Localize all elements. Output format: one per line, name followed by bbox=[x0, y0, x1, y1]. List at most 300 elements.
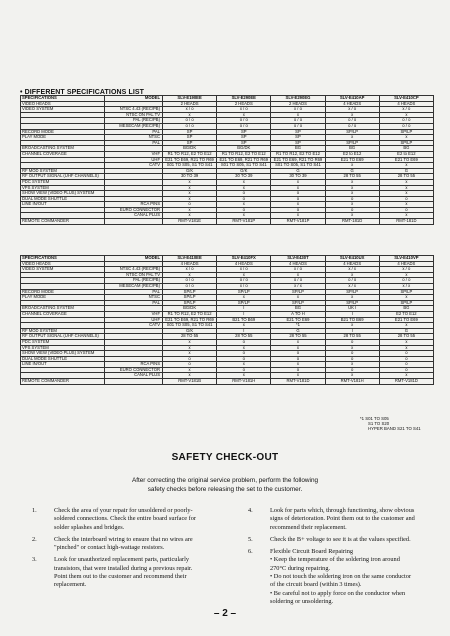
value-cell: SP bbox=[163, 140, 217, 146]
value-cell: E21 TO E69 bbox=[379, 157, 433, 163]
feature-cell: VPS SYSTEM bbox=[21, 345, 105, 351]
value-cell: o bbox=[217, 351, 271, 357]
value-cell: UK I bbox=[325, 306, 379, 312]
value-cell: x bbox=[163, 213, 217, 219]
feature-cell: PLAY MODE bbox=[21, 295, 105, 301]
value-cell: o / o bbox=[217, 278, 271, 284]
value-cell: E21 TO E69 bbox=[325, 157, 379, 163]
value-cell: G bbox=[379, 168, 433, 174]
value-cell: BG bbox=[379, 306, 433, 312]
value-cell: SP bbox=[217, 129, 271, 135]
value-cell: o bbox=[379, 362, 433, 368]
feature-cell: RECORD MODE bbox=[21, 289, 105, 295]
subfeature-cell: PAL (REC/PB) bbox=[105, 278, 163, 284]
feature-cell: RECORD MODE bbox=[21, 129, 105, 135]
bullet-line: • Keep the temperature of the soldering iron around 270°C during repairing. bbox=[270, 556, 400, 572]
subfeature-cell: NTSC ON PAL TV bbox=[105, 272, 163, 278]
value-cell: x bbox=[217, 323, 271, 329]
value-cell: SLV-E410UX bbox=[325, 256, 379, 262]
safety-intro bbox=[0, 476, 450, 494]
value-cell: o / o bbox=[163, 123, 217, 129]
value-cell: o bbox=[163, 356, 217, 362]
value-cell: o bbox=[325, 356, 379, 362]
footnote-line: S1 TO S20 bbox=[368, 421, 390, 426]
value-cell: x bbox=[217, 345, 271, 351]
value-cell: 4 HEADS bbox=[379, 261, 433, 267]
value-cell: I bbox=[325, 328, 379, 334]
item-text: Check the area of your repair for unsoldered or poorly-soldered connections. Check the entire board surface for solder splashes and bridges. bbox=[54, 507, 196, 531]
value-cell: R1 TO R12, E2 TO E12 bbox=[217, 151, 271, 157]
value-cell: SP/LP bbox=[325, 129, 379, 135]
subfeature-cell: MODEL bbox=[105, 96, 163, 102]
footnote-line: HYPER BAND S21 TO S41 bbox=[368, 426, 421, 431]
value-cell: SP/LP bbox=[271, 289, 325, 295]
value-cell: x bbox=[379, 179, 433, 185]
value-cell: BG/DK bbox=[163, 306, 217, 312]
value-cell: x / o bbox=[163, 267, 217, 273]
subfeature-cell: NTSC 4.43 (REC/PB) bbox=[105, 107, 163, 113]
subfeature-cell: CANAL PLUS bbox=[105, 213, 163, 219]
feature-cell: VIDEO SYSTEM bbox=[21, 267, 105, 273]
value-cell: SLV-E290EG bbox=[271, 96, 325, 102]
item-number: 6. bbox=[248, 548, 253, 556]
value-cell: 28 TO 55 bbox=[163, 334, 217, 340]
value-cell: x bbox=[379, 295, 433, 301]
value-cell: SP/LP bbox=[379, 300, 433, 306]
value-cell: x bbox=[163, 345, 217, 351]
value-cell: G bbox=[271, 168, 325, 174]
item-number: 5. bbox=[248, 535, 253, 543]
value-cell: SP/LP bbox=[379, 129, 433, 135]
value-cell: BG/DK bbox=[217, 146, 271, 152]
feature-cell: SHOW VIEW (VIDEO PLUS) SYSTEM bbox=[21, 191, 105, 197]
value-cell: x / x bbox=[325, 267, 379, 273]
value-cell: o / o bbox=[163, 278, 217, 284]
subfeature-cell: CANAL PLUS bbox=[105, 373, 163, 379]
feature-cell: PLAY MODE bbox=[21, 135, 105, 141]
subfeature-cell: VHF bbox=[105, 151, 163, 157]
value-cell: x / x bbox=[325, 283, 379, 289]
value-cell: x bbox=[379, 112, 433, 118]
value-cell: 2 HEADS bbox=[217, 101, 271, 107]
subfeature-cell: NTSC bbox=[105, 295, 163, 301]
value-cell: o bbox=[271, 191, 325, 197]
feature-cell: RF MOD SYSTEM bbox=[21, 328, 105, 334]
item-text: Look for unauthorized replacement parts, particularly transistors, that were installed during a previous repair. Point them out to the customer and recommend their replacement. bbox=[54, 556, 193, 589]
value-cell: x bbox=[325, 135, 379, 141]
value-cell: BG bbox=[379, 146, 433, 152]
value-cell: x bbox=[325, 362, 379, 368]
value-cell: o bbox=[379, 367, 433, 373]
value-cell: B21 TO B69 bbox=[325, 317, 379, 323]
checklist-item bbox=[248, 536, 416, 544]
value-cell: o / o bbox=[325, 118, 379, 124]
subfeature-cell: RCA PINS bbox=[105, 362, 163, 368]
value-cell: RMT-V181P bbox=[217, 219, 271, 225]
value-cell: x bbox=[163, 272, 217, 278]
value-cell: R1 TO R12, E2 TO E12 bbox=[163, 311, 217, 317]
value-cell: o bbox=[217, 196, 271, 202]
item-text: Look for parts which, through functioning, show obvious signs of deterioration. Point them out to the customer and recommend their replacement. bbox=[270, 507, 415, 531]
value-cell: x bbox=[271, 213, 325, 219]
table-row bbox=[21, 379, 434, 385]
value-cell: x bbox=[271, 112, 325, 118]
value-cell: o / o bbox=[163, 283, 217, 289]
value-cell: x bbox=[163, 373, 217, 379]
value-cell: x bbox=[217, 373, 271, 379]
value-cell: SP bbox=[271, 140, 325, 146]
value-cell: RMT-181D bbox=[325, 219, 379, 225]
value-cell: o bbox=[379, 196, 433, 202]
value-cell: x bbox=[325, 185, 379, 191]
item-text: Check the B+ voltage to see it is at the values specified. bbox=[270, 535, 411, 543]
value-cell: x bbox=[163, 196, 217, 202]
feature-cell: LINE IN/OUT bbox=[21, 202, 105, 208]
value-cell: 30 TO 39 bbox=[271, 174, 325, 180]
item-text: Check the interboard wiring to ensure that no wires are "pinched" or contact high-wattage resistors. bbox=[54, 535, 193, 552]
page-number: – 2 – bbox=[213, 608, 237, 619]
value-cell: x bbox=[163, 351, 217, 357]
value-cell: 4 HEADS bbox=[271, 261, 325, 267]
value-cell: x bbox=[163, 191, 217, 197]
value-cell: x bbox=[325, 345, 379, 351]
value-cell: x / o bbox=[271, 107, 325, 113]
value-cell: x / x bbox=[379, 283, 433, 289]
value-cell: x bbox=[271, 185, 325, 191]
value-cell: I bbox=[217, 328, 271, 334]
value-cell: SP bbox=[271, 129, 325, 135]
value-cell: 2 HEADS bbox=[163, 101, 217, 107]
value-cell: 28 TO 55 bbox=[379, 174, 433, 180]
subfeature-cell: PAL bbox=[105, 129, 163, 135]
value-cell: x bbox=[217, 202, 271, 208]
value-cell: SP/LP bbox=[163, 289, 217, 295]
subfeature-cell: PAL bbox=[105, 140, 163, 146]
feature-cell: VIDEO HEADS bbox=[21, 101, 105, 107]
value-cell: RMT-V181D bbox=[271, 379, 325, 385]
value-cell: x / o bbox=[217, 267, 271, 273]
value-cell: x bbox=[379, 213, 433, 219]
value-cell: x bbox=[217, 185, 271, 191]
subfeature-cell: RCA PINS bbox=[105, 202, 163, 208]
value-cell: o bbox=[163, 362, 217, 368]
value-cell: SP/LP bbox=[163, 300, 217, 306]
value-cell: x / o bbox=[271, 267, 325, 273]
feature-cell: LINE IN/OUT bbox=[21, 362, 105, 368]
value-cell: SP bbox=[217, 140, 271, 146]
value-cell: BG/DK bbox=[163, 146, 217, 152]
value-cell: x bbox=[325, 112, 379, 118]
value-cell: RMT-181D bbox=[379, 219, 433, 225]
value-cell: G bbox=[325, 168, 379, 174]
value-cell: x bbox=[163, 185, 217, 191]
value-cell: o bbox=[217, 191, 271, 197]
feature-cell: BROADCASTING SYSTEM bbox=[21, 146, 105, 152]
feature-cell: DUAL MODE SHUTTLE bbox=[21, 356, 105, 362]
value-cell: BG bbox=[271, 146, 325, 152]
value-cell: S01 TO S05, S1 TO S41 bbox=[163, 163, 217, 169]
value-cell: o bbox=[379, 207, 433, 213]
feature-cell: DUAL MODE SHUTTLE bbox=[21, 196, 105, 202]
value-cell: 2 HEADS bbox=[271, 101, 325, 107]
value-cell: x bbox=[217, 112, 271, 118]
subfeature-cell: UHF bbox=[105, 317, 163, 323]
checklist-item bbox=[248, 507, 416, 532]
value-cell: 4 HEADS bbox=[379, 101, 433, 107]
value-cell: E21 TO E69 bbox=[379, 317, 433, 323]
value-cell: o bbox=[271, 207, 325, 213]
value-cell: E21 TO E69, R21 TO R69 bbox=[271, 157, 325, 163]
value-cell: o / o bbox=[271, 118, 325, 124]
value-cell: x / x bbox=[271, 283, 325, 289]
value-cell: x / o bbox=[379, 107, 433, 113]
value-cell: o / o bbox=[217, 123, 271, 129]
checklist-item bbox=[32, 556, 200, 589]
value-cell: o bbox=[325, 196, 379, 202]
value-cell: x / o bbox=[325, 107, 379, 113]
subfeature-cell: VHF bbox=[105, 311, 163, 317]
value-cell: o bbox=[271, 351, 325, 357]
item-number: 2. bbox=[32, 535, 37, 543]
value-cell: o bbox=[325, 207, 379, 213]
feature-cell: SHOW VIEW (VIDEO PLUS) SYSTEM bbox=[21, 351, 105, 357]
value-cell: 28 TO 55 bbox=[325, 174, 379, 180]
value-cell: x / o bbox=[379, 267, 433, 273]
value-cell: RMT-V181P bbox=[271, 219, 325, 225]
feature-cell: REMOTE COMMANDER bbox=[21, 379, 105, 385]
value-cell: o bbox=[379, 356, 433, 362]
value-cell: B21 TO B69 bbox=[217, 317, 271, 323]
value-cell: SP/LP bbox=[325, 140, 379, 146]
feature-cell: VIDEO SYSTEM bbox=[21, 107, 105, 113]
value-cell: SP/LP bbox=[379, 289, 433, 295]
value-cell: 30 TO 39 bbox=[217, 174, 271, 180]
value-cell: o / o bbox=[217, 118, 271, 124]
value-cell: BG bbox=[325, 146, 379, 152]
value-cell: x bbox=[379, 191, 433, 197]
item-number: 4. bbox=[248, 507, 253, 514]
subfeature-cell: PAL bbox=[105, 289, 163, 295]
value-cell: x bbox=[325, 213, 379, 219]
feature-cell: SPECIFICATIONS bbox=[21, 256, 105, 262]
value-cell: E2 to E12 bbox=[325, 151, 379, 157]
value-cell: o bbox=[163, 202, 217, 208]
value-cell: 4 HEADS bbox=[163, 261, 217, 267]
value-cell: x bbox=[271, 339, 325, 345]
subfeature-cell bbox=[105, 219, 163, 225]
value-cell: G bbox=[271, 328, 325, 334]
value-cell: o bbox=[325, 351, 379, 357]
subfeature-cell: MESECAM (REC/PB) bbox=[105, 123, 163, 129]
value-cell: E2 TO E12 bbox=[379, 311, 433, 317]
value-cell: x bbox=[217, 362, 271, 368]
value-cell: 28 TO 55 bbox=[217, 334, 271, 340]
value-cell: o / o bbox=[379, 278, 433, 284]
subfeature-cell: NTSC bbox=[105, 135, 163, 141]
bullet-line: • Be careful not to apply force on the conductor when soldering or unsoldering. bbox=[270, 589, 406, 605]
value-cell: SLV-E410EE bbox=[163, 256, 217, 262]
value-cell: 4 HEADS bbox=[325, 261, 379, 267]
feature-cell: PDC SYSTEM bbox=[21, 179, 105, 185]
value-cell: E21 TO E69, R21 TO R69 bbox=[217, 157, 271, 163]
value-cell: x / o bbox=[217, 283, 271, 289]
specifications-list-heading: • DIFFERENT SPECIFICATIONS LIST bbox=[20, 89, 145, 96]
value-cell: x bbox=[217, 179, 271, 185]
value-cell: x bbox=[379, 345, 433, 351]
value-cell: SP bbox=[163, 129, 217, 135]
value-cell: G/K bbox=[217, 168, 271, 174]
value-cell: SP/LP bbox=[217, 289, 271, 295]
subfeature-cell: CATV bbox=[105, 323, 163, 329]
value-cell: o / o bbox=[379, 123, 433, 129]
value-cell: SP/LP bbox=[379, 140, 433, 146]
value-cell: RMT-V181E bbox=[163, 219, 217, 225]
item-text: Flexible Circuit Board Repairing bbox=[270, 548, 354, 556]
safety-intro-line: After correcting the original service problem, perform the following bbox=[131, 477, 319, 484]
value-cell: x bbox=[271, 345, 325, 351]
value-cell: x bbox=[271, 362, 325, 368]
value-cell: x bbox=[325, 272, 379, 278]
feature-cell: RF OUTPUT SIGNAL (UHF CHANNELS) bbox=[21, 174, 105, 180]
value-cell: x bbox=[325, 191, 379, 197]
value-cell: 30 TO 39 bbox=[163, 174, 217, 180]
value-cell: x bbox=[163, 207, 217, 213]
feature-cell: VIDEO HEADS bbox=[21, 261, 105, 267]
value-cell: x bbox=[217, 213, 271, 219]
value-cell: SLV-E410FX bbox=[217, 256, 271, 262]
value-cell: o / o bbox=[325, 123, 379, 129]
feature-cell: CHANNEL COVERAGE bbox=[21, 311, 105, 317]
value-cell: I bbox=[325, 311, 379, 317]
value-cell: 28 TO 55 bbox=[271, 334, 325, 340]
subfeature-cell: EURO CONNECTOR bbox=[105, 367, 163, 373]
value-cell: o / o bbox=[379, 118, 433, 124]
value-cell: SLV-E430T bbox=[271, 256, 325, 262]
value-cell: o bbox=[325, 367, 379, 373]
subfeature-cell bbox=[105, 379, 163, 385]
value-cell: G bbox=[379, 328, 433, 334]
value-cell: R1 TO R12, E2 TO E12 bbox=[163, 151, 217, 157]
value-cell: 28 TO 55 bbox=[379, 334, 433, 340]
footnote-line: *1 S01 TO S05 bbox=[360, 416, 389, 421]
value-cell: x bbox=[271, 272, 325, 278]
value-cell: S01 TO S05, S1 TO S41 bbox=[271, 163, 325, 169]
value-cell: x / o bbox=[163, 107, 217, 113]
value-cell: x bbox=[325, 163, 379, 169]
value-cell: SP bbox=[163, 135, 217, 141]
feature-cell: BROADCASTING SYSTEM bbox=[21, 306, 105, 312]
subfeature-cell: UHF bbox=[105, 157, 163, 163]
value-cell: x bbox=[325, 373, 379, 379]
value-cell: x bbox=[271, 295, 325, 301]
value-cell: x bbox=[271, 179, 325, 185]
feature-cell: CHANNEL COVERAGE bbox=[21, 151, 105, 157]
value-cell: o bbox=[217, 367, 271, 373]
subfeature-cell: NTSC ON PAL TV bbox=[105, 112, 163, 118]
value-cell: x bbox=[379, 373, 433, 379]
safety-checkout-title: SAFETY CHECK-OUT bbox=[171, 452, 279, 463]
value-cell: I bbox=[217, 306, 271, 312]
value-cell: o / o bbox=[163, 118, 217, 124]
value-cell: 4 HEADS bbox=[325, 101, 379, 107]
value-cell: SLV-E410VP bbox=[379, 256, 433, 262]
value-cell: o / o bbox=[271, 123, 325, 129]
table-row bbox=[21, 219, 434, 225]
value-cell: RMT-V181H bbox=[217, 379, 271, 385]
subfeature-cell: PAL bbox=[105, 300, 163, 306]
value-cell: SP/LP bbox=[217, 300, 271, 306]
value-cell: E21 TO E69, R21 TO R69 bbox=[163, 317, 217, 323]
value-cell: o bbox=[271, 367, 325, 373]
value-cell: x bbox=[217, 295, 271, 301]
value-cell: 28 TO 55 bbox=[325, 334, 379, 340]
value-cell: o bbox=[217, 356, 271, 362]
safety-intro-line: safety checks before releasing the set to the customer. bbox=[147, 486, 303, 493]
subfeature-cell: CATV bbox=[105, 163, 163, 169]
value-cell: x bbox=[271, 373, 325, 379]
value-cell: *1 bbox=[271, 323, 325, 329]
feature-cell: PDC SYSTEM bbox=[21, 339, 105, 345]
value-cell: x bbox=[163, 179, 217, 185]
value-cell: x bbox=[163, 339, 217, 345]
value-cell: o bbox=[217, 339, 271, 345]
value-cell: RMT-V181D bbox=[379, 379, 433, 385]
specifications-table-2 bbox=[20, 255, 434, 385]
value-cell: G/K bbox=[163, 168, 217, 174]
value-cell: o bbox=[271, 356, 325, 362]
value-cell: SP/LP bbox=[325, 300, 379, 306]
value-cell: x bbox=[379, 339, 433, 345]
value-cell: x bbox=[325, 323, 379, 329]
value-cell: I bbox=[217, 311, 271, 317]
value-cell: x bbox=[217, 272, 271, 278]
value-cell: SP/LP bbox=[163, 295, 217, 301]
specifications-table-1 bbox=[20, 95, 434, 225]
checklist-item bbox=[248, 548, 416, 606]
value-cell: SLV-E190EE bbox=[163, 96, 217, 102]
value-cell: o bbox=[217, 207, 271, 213]
value-cell: x bbox=[271, 202, 325, 208]
value-cell: x bbox=[379, 272, 433, 278]
value-cell: x bbox=[325, 179, 379, 185]
feature-cell: REMOTE COMMANDER bbox=[21, 219, 105, 225]
value-cell: x bbox=[163, 112, 217, 118]
value-cell: RMT-V181B bbox=[163, 379, 217, 385]
value-cell: BG bbox=[271, 306, 325, 312]
subfeature-cell: NTSC 4.43 (REC/PB) bbox=[105, 267, 163, 273]
value-cell: SP/LP bbox=[271, 300, 325, 306]
safety-checklist-right-column bbox=[248, 507, 416, 610]
value-cell: SP bbox=[217, 135, 271, 141]
value-cell: o / o bbox=[325, 278, 379, 284]
value-cell: x bbox=[379, 202, 433, 208]
value-cell: RMT-V181H bbox=[325, 379, 379, 385]
value-cell: x bbox=[325, 295, 379, 301]
checklist-item bbox=[32, 536, 200, 553]
value-cell: x bbox=[163, 367, 217, 373]
subfeature-cell: PAL (REC/PB) bbox=[105, 118, 163, 124]
item-number: 3. bbox=[32, 556, 37, 564]
value-cell: R1 TO R12, E2 TO E12 bbox=[271, 151, 325, 157]
value-cell: E21 TO E69, R21 TO R69 bbox=[163, 157, 217, 163]
feature-cell: SPECIFICATIONS bbox=[21, 96, 105, 102]
value-cell: o bbox=[325, 339, 379, 345]
value-cell: x bbox=[379, 163, 433, 169]
value-cell: G/K bbox=[163, 328, 217, 334]
subfeature-cell: MESECAM (REC/PB) bbox=[105, 283, 163, 289]
value-cell: 4 HEADS bbox=[217, 261, 271, 267]
value-cell: E2 to E12 bbox=[379, 151, 433, 157]
